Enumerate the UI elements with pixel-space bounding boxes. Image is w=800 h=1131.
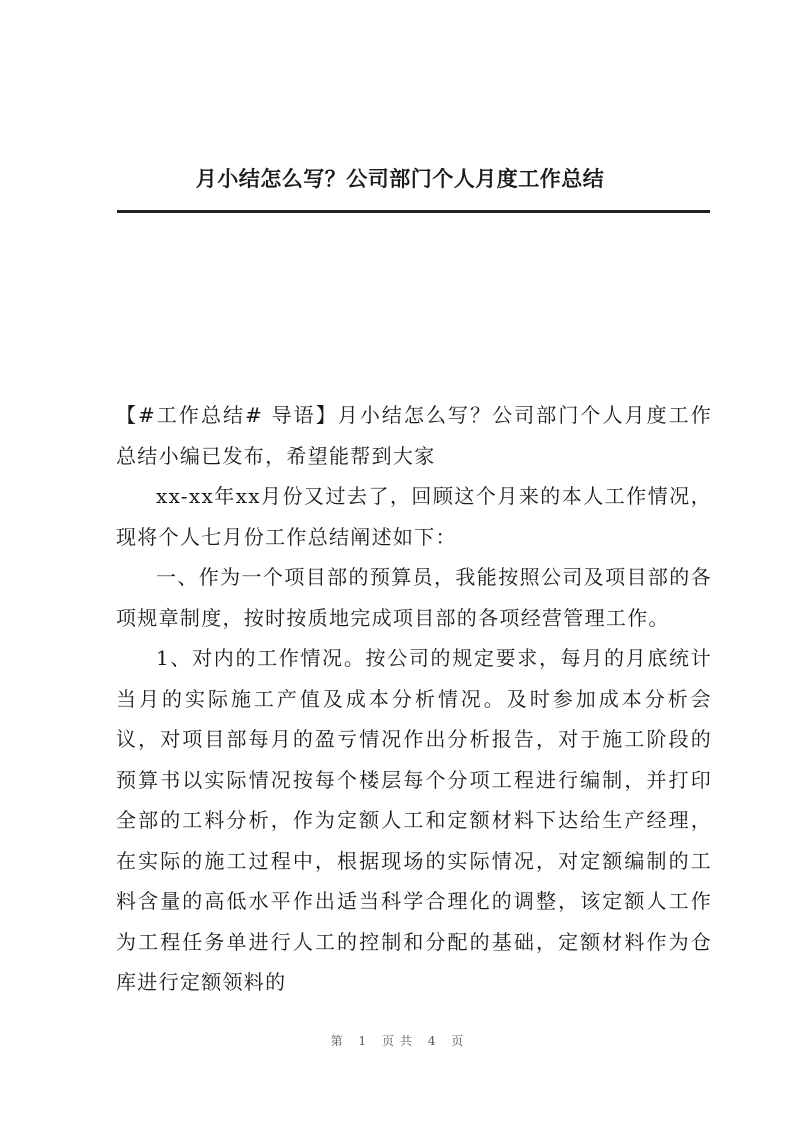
page-number: 1 [358, 1034, 373, 1048]
title-divider [117, 210, 710, 213]
paragraph-opening: xx-xx年xx月份又过去了，回顾这个月来的本人工作情况，现将个人七月份工作总结阐述如下： [116, 484, 712, 549]
page-total: 4 [427, 1034, 442, 1048]
paragraph-intro: 【#工作总结# 导语】月小结怎么写？公司部门个人月度工作总结小编已发布，希望能帮到大家 [116, 403, 712, 468]
page-label-mid: 页共 [381, 1034, 418, 1048]
document-body [116, 395, 712, 1003]
paragraph-item-1: 1、对内的工作情况。按公司的规定要求，每月的月底统计当月的实际施工产值及成本分析情况。及时参加成本分析会议，对项目部每月的盈亏情况作出分析报告，对于施工阶段的预算书以实际情况按每个楼层每个分项工程进行编制，并打印全部的工料分析，作为定额人工和定额材料下达给生产经理，在实际的施工过程中，根据现场的实际情况，对定额编制的工料含量的高低水平作出适当科学合理化的调整，该定额人工作为工程任务单进行人工的控制和分配的基础，定额材料作为仓库进行定额领料的 [116, 646, 712, 994]
page-label-suffix: 页 [451, 1034, 470, 1048]
document-title: 月小结怎么写？公司部门个人月度工作总结 [195, 166, 605, 191]
page-footer [0, 1032, 800, 1049]
page-label-prefix: 第 [330, 1034, 349, 1048]
paragraph-section-1: 一、作为一个项目部的预算员，我能按照公司及项目部的各项规章制度，按时按质地完成项目部的各项经营管理工作。 [116, 565, 712, 630]
